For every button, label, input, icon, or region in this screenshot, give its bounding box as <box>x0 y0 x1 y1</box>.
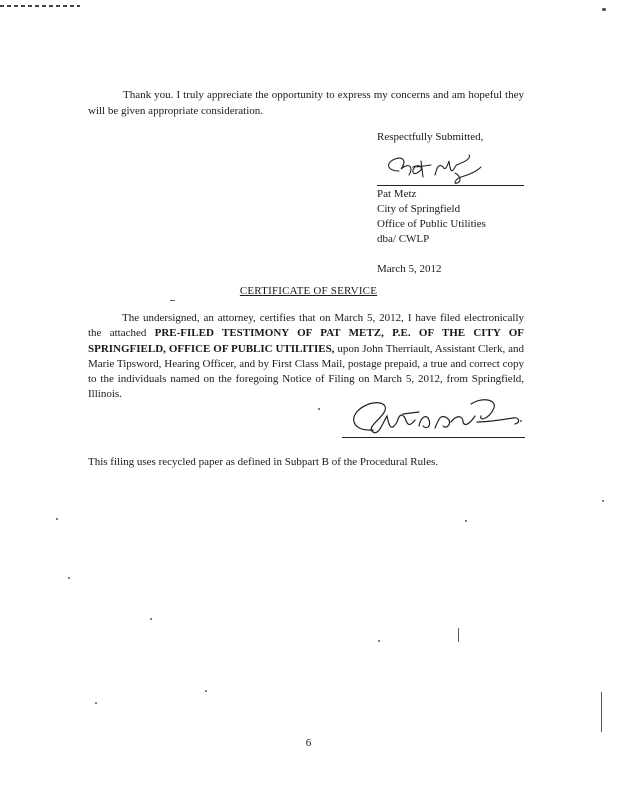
signature-block <box>377 130 547 277</box>
scan-speck <box>465 520 467 522</box>
certificate-title: CERTIFICATE OF SERVICE <box>239 285 378 297</box>
scan-speck <box>318 408 320 410</box>
certificate-text-before: The undersigned, an attorney, certifies that on March 5, 2012, I have filed electronically the attached <box>88 312 524 340</box>
scan-speck <box>378 640 380 642</box>
scan-speck <box>68 577 70 579</box>
closing-text: Thank you. I truly appreciate the opportunity to express my concerns and am hopeful they will be given appropriate consideration. <box>88 89 524 117</box>
signature-area <box>377 145 547 187</box>
scan-speck <box>95 702 97 704</box>
handwritten-signature-attorney <box>343 392 533 442</box>
page-number: 6 <box>305 737 312 749</box>
scan-speck <box>205 690 207 692</box>
scan-edge-mark <box>0 5 80 7</box>
certificate-bold-title: PRE-FILED TESTIMONY OF PAT METZ, P.E. OF THE CITY OF SPRINGFIELD, OFFICE OF PUBLIC UTILITIES, <box>88 327 525 355</box>
signer-name: Pat Metz <box>377 188 417 200</box>
handwritten-signature-metz <box>377 145 527 187</box>
scan-speck <box>520 420 522 422</box>
organization-line-2: Office of Public Utilities <box>377 218 486 230</box>
signature-date: March 5, 2012 <box>377 263 442 275</box>
organization-line-1: City of Springfield <box>377 203 461 215</box>
signature-line <box>377 185 524 186</box>
recycled-paper-note: This filing uses recycled paper as defined in Subpart B of the Procedural Rules. <box>88 456 439 468</box>
organization-line-3: dba/ CWLP <box>377 233 430 245</box>
scan-speck <box>602 500 604 502</box>
certificate-paragraph <box>88 311 524 403</box>
attorney-signature-line <box>342 437 525 438</box>
closing-paragraph <box>88 88 524 119</box>
scan-speck <box>150 618 152 620</box>
certificate-text-after: upon John Therriault, Assistant Clerk, and Marie Tipsword, Hearing Officer, and by First Class Mail, postage prepaid, a true and correct copy to the individuals named on the foregoing Notice of Filing on March 5, 2012, from Springfield, Illinois. <box>88 342 524 401</box>
scan-speck <box>56 518 58 520</box>
salutation: Respectfully Submitted, <box>377 131 484 143</box>
scan-speck <box>601 692 602 732</box>
scan-speck <box>602 8 606 11</box>
scan-speck <box>170 300 175 301</box>
scan-speck <box>458 628 459 642</box>
